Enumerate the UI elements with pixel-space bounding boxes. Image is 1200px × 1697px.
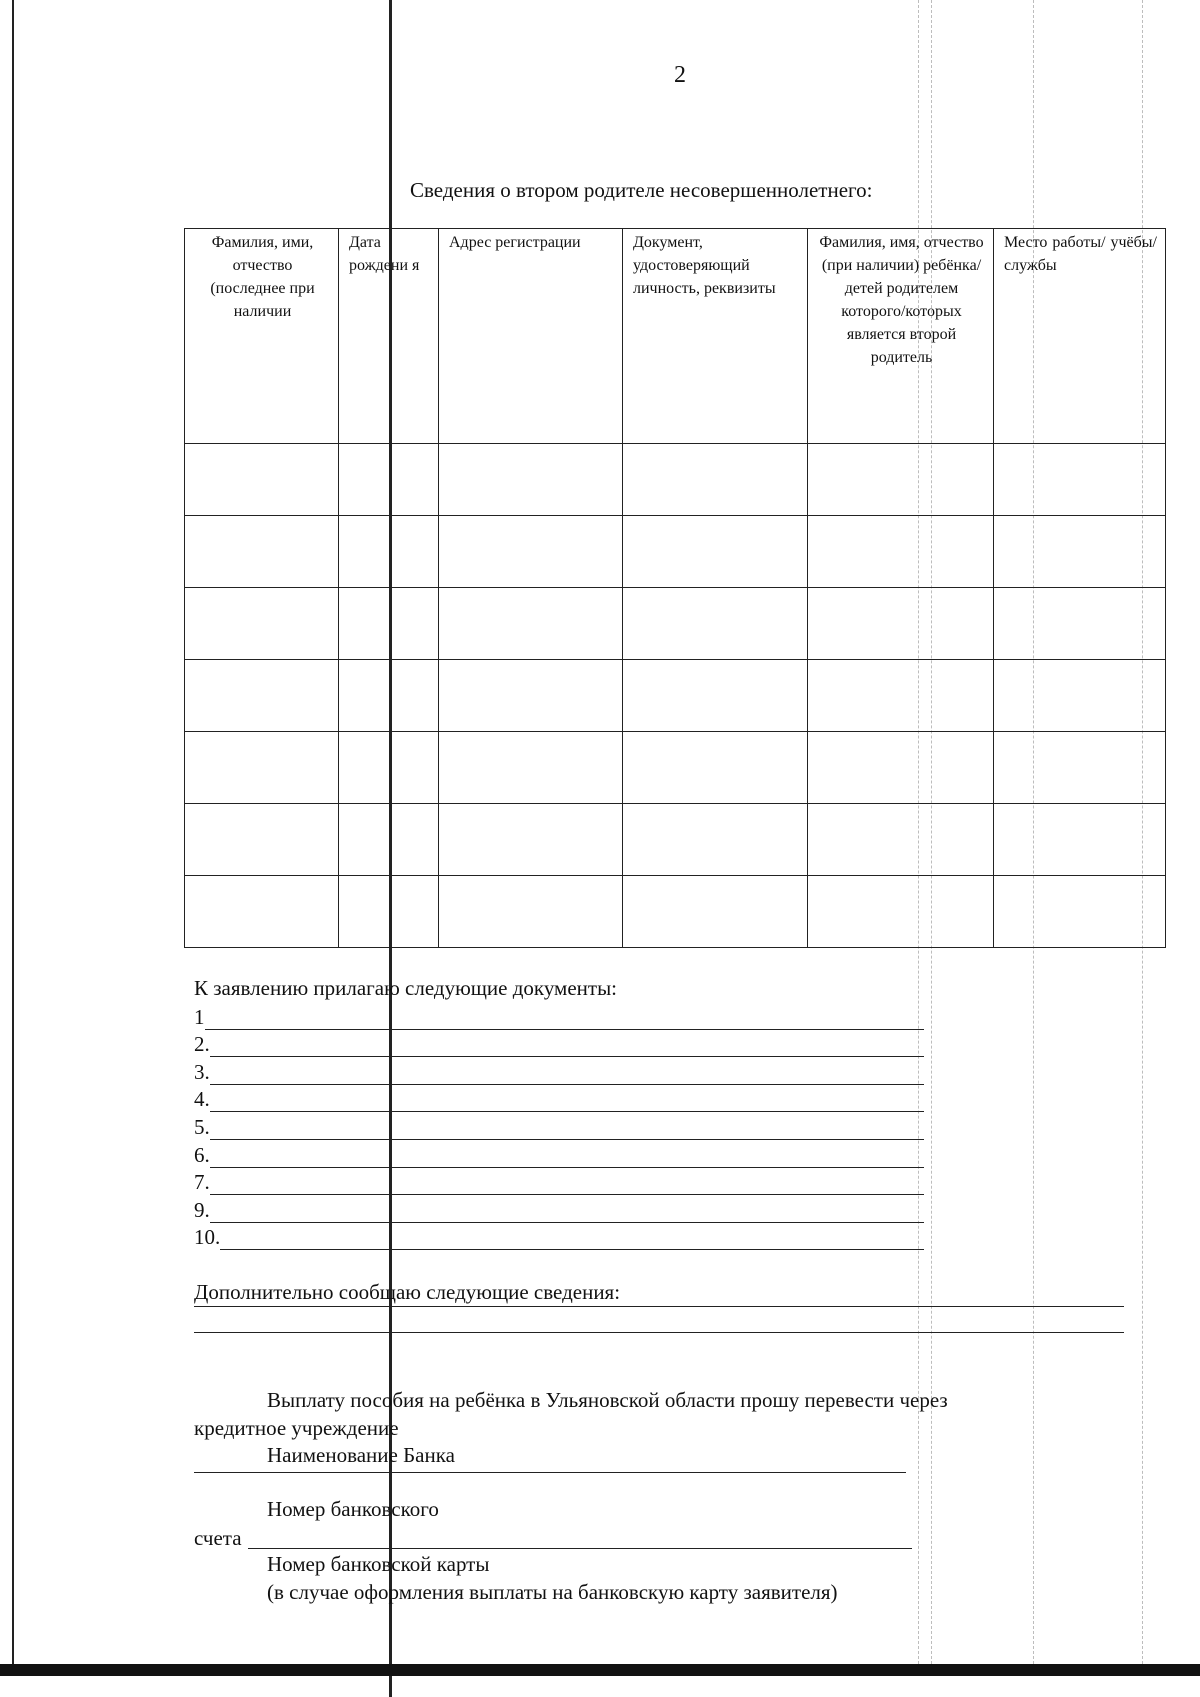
table-cell[interactable]: [994, 804, 1166, 876]
table-cell[interactable]: [994, 444, 1166, 516]
table-cell[interactable]: [623, 660, 808, 732]
attachment-item: [194, 1195, 924, 1223]
table-cell[interactable]: [623, 588, 808, 660]
attachment-item: [194, 1085, 924, 1113]
attachment-item: [194, 1140, 924, 1168]
table-cell[interactable]: [623, 732, 808, 804]
page-number: 2: [674, 62, 686, 88]
attachment-field[interactable]: [210, 1090, 924, 1112]
table-cell[interactable]: [808, 516, 994, 588]
header-children-names: Фамилия, имя, отчество (при наличии) ребёнка/ детей родителем которого/которых является второй родитель: [808, 229, 994, 444]
payment-text-line-2: кредитное учреждение: [194, 1416, 399, 1440]
table-cell[interactable]: [808, 876, 994, 948]
table-cell[interactable]: [339, 660, 439, 732]
additional-info-line[interactable]: [194, 1306, 1124, 1307]
table-cell[interactable]: [185, 660, 339, 732]
table-row: [185, 804, 1166, 876]
attachment-item: [194, 1112, 924, 1140]
table-cell[interactable]: [623, 516, 808, 588]
table-cell[interactable]: [808, 444, 994, 516]
attachment-item: [194, 1168, 924, 1196]
attachment-item: [194, 1223, 924, 1251]
table-cell[interactable]: [808, 588, 994, 660]
attachments-list: [194, 1002, 924, 1250]
attachment-number: 3.: [194, 1059, 210, 1084]
attachment-number: 5.: [194, 1114, 210, 1139]
attachment-item: [194, 1030, 924, 1058]
attachment-number: 10.: [194, 1225, 221, 1250]
table-row: [185, 660, 1166, 732]
header-identity-document: Документ, удостоверяющий личность, реквизиты: [623, 229, 808, 444]
header-birth-date: Дата рождени я: [339, 229, 439, 444]
table-cell[interactable]: [439, 444, 623, 516]
attachment-field[interactable]: [210, 1035, 924, 1057]
attachment-item: [194, 1002, 924, 1030]
table-cell[interactable]: [185, 804, 339, 876]
account-label-suffix: счета: [194, 1526, 242, 1550]
attachment-field[interactable]: [210, 1118, 924, 1140]
bank-name-field[interactable]: [194, 1472, 906, 1473]
attachment-field[interactable]: [210, 1146, 924, 1168]
attachment-number: 4.: [194, 1087, 210, 1112]
table-cell[interactable]: [994, 732, 1166, 804]
attachment-number: 7.: [194, 1170, 210, 1195]
table-cell[interactable]: [339, 516, 439, 588]
bank-name-label: Наименование Банка: [267, 1443, 455, 1467]
table-cell[interactable]: [185, 516, 339, 588]
header-full-name: Фамилия, ими, отчество (последнее при наличии: [185, 229, 339, 444]
table-cell[interactable]: [185, 444, 339, 516]
attachment-field[interactable]: [210, 1201, 924, 1223]
table-cell[interactable]: [185, 732, 339, 804]
table-cell[interactable]: [808, 660, 994, 732]
table-cell[interactable]: [339, 876, 439, 948]
table-row: [185, 516, 1166, 588]
table-cell[interactable]: [439, 588, 623, 660]
attachment-number: 6.: [194, 1142, 210, 1167]
table-cell[interactable]: [339, 588, 439, 660]
table-cell[interactable]: [439, 876, 623, 948]
attachment-number: 9.: [194, 1197, 210, 1222]
attachment-field[interactable]: [210, 1173, 924, 1195]
header-registration-address: Адрес регистрации: [439, 229, 623, 444]
attachment-number: 2.: [194, 1032, 210, 1057]
table-row: [185, 732, 1166, 804]
table-cell[interactable]: [994, 516, 1166, 588]
table-cell[interactable]: [439, 804, 623, 876]
section-title: Сведения о втором родителе несовершеннолетнего:: [410, 178, 873, 202]
table-cell[interactable]: [185, 876, 339, 948]
table-cell[interactable]: [994, 660, 1166, 732]
table-cell[interactable]: [439, 660, 623, 732]
account-number-field[interactable]: [248, 1548, 912, 1549]
table-cell[interactable]: [808, 804, 994, 876]
table-cell[interactable]: [623, 876, 808, 948]
attachments-title: К заявлению прилагаю следующие документы:: [194, 976, 618, 1000]
header-workplace: Место работы/ учёбы/ службы: [994, 229, 1166, 444]
table-cell[interactable]: [994, 876, 1166, 948]
table-cell[interactable]: [623, 804, 808, 876]
attachment-field[interactable]: [205, 1008, 925, 1030]
table-cell[interactable]: [339, 804, 439, 876]
account-number-label: Номер банковского: [267, 1497, 439, 1521]
table-header-row: [185, 229, 1166, 444]
payment-text-line-1: Выплату пособия на ребёнка в Ульяновской области прошу перевести через: [267, 1388, 948, 1412]
scan-left-edge: [12, 0, 14, 1664]
attachment-item: [194, 1057, 924, 1085]
card-note: (в случае оформления выплаты на банковскую карту заявителя): [267, 1580, 838, 1604]
table-row: [185, 444, 1166, 516]
additional-info-title: Дополнительно сообщаю следующие сведения:: [194, 1280, 621, 1304]
table-cell[interactable]: [994, 588, 1166, 660]
card-number-label: Номер банковской карты: [267, 1552, 490, 1576]
attachment-field[interactable]: [210, 1063, 924, 1085]
table-row: [185, 588, 1166, 660]
table-cell[interactable]: [439, 516, 623, 588]
table-row: [185, 876, 1166, 948]
table-body: [185, 444, 1166, 948]
additional-info-line[interactable]: [194, 1332, 1124, 1333]
table-cell[interactable]: [339, 732, 439, 804]
second-parent-table: [184, 228, 1166, 948]
attachment-number: 1: [194, 1004, 205, 1029]
table-cell[interactable]: [808, 732, 994, 804]
table-cell[interactable]: [623, 444, 808, 516]
scan-bottom-edge: [0, 1664, 1200, 1676]
table-cell[interactable]: [439, 732, 623, 804]
attachment-field[interactable]: [220, 1228, 924, 1250]
table-cell[interactable]: [339, 444, 439, 516]
table-cell[interactable]: [185, 588, 339, 660]
